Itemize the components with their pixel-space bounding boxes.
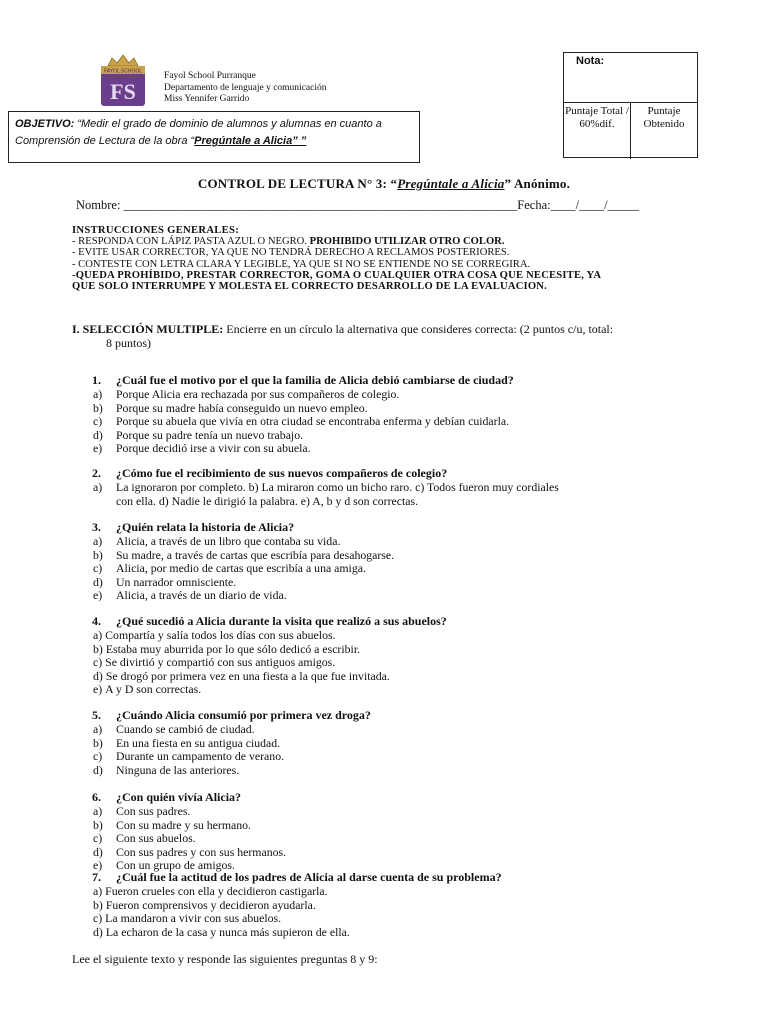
instructions: [72, 225, 702, 292]
school-name: Fayol School Purranque: [164, 71, 256, 81]
option-key: a): [93, 722, 103, 736]
option-key: c): [93, 749, 103, 763]
nota-label: Nota:: [576, 55, 605, 67]
question-number: 6.: [92, 790, 101, 804]
option-text: Con sus padres y con sus hermanos.: [116, 844, 287, 859]
grade-box: [563, 52, 698, 158]
instruction-3: - CONTESTE CON LETRA CLARA Y LEGIBLE, YA QUE SI NO SE ENTIENDE NO SE CORREGIRA.: [72, 258, 531, 270]
option-key: d): [93, 574, 103, 589]
option-key: a): [93, 534, 103, 548]
option-key: b): [93, 547, 103, 562]
department-name: Departamento de lenguaje y comunicación: [164, 82, 327, 93]
option-text: Cuando se cambió de ciudad.: [116, 722, 255, 736]
instruction-1: - RESPONDA CON LÁPIZ PASTA AZUL O NEGRO. PROHIBIDO UTILIZAR OTRO COLOR.: [72, 236, 505, 248]
option-text: Estaba muy aburrida por lo que sólo dedicó a escribir.: [105, 641, 361, 656]
option-text: Fueron comprensivos y decidieron ayudarla.: [105, 897, 316, 912]
option-key: c): [93, 831, 103, 845]
option-text: Un narrador omnisciente.: [116, 574, 237, 589]
question-5: [92, 708, 371, 723]
obtained-score-cell: Puntaje Obtenido: [630, 103, 697, 159]
option-key: d): [93, 762, 103, 777]
option-text: La echaron de la casa y nunca más supieron de ella.: [105, 924, 350, 939]
option-key: c): [93, 414, 103, 428]
objective-box: [8, 111, 420, 163]
section-text: Encierre en un círculo la alternativa que consideres correcta: (2 puntos c/u, total:: [223, 322, 614, 336]
option-text: La mandaron a vivir con sus abuelos.: [105, 911, 282, 925]
section-label: I. SELECCIÓN MULTIPLE:: [72, 322, 224, 336]
option-text: Fueron crueles con ella y decidieron castigarla.: [105, 884, 328, 898]
option-text: Porque decidió irse a vivir con su abuela.: [116, 441, 311, 455]
total-score-cell: Puntaje Total / 60%dif.: [565, 105, 629, 130]
svg-text:FS: FS: [110, 79, 136, 104]
question-text: ¿Cuál fue el motivo por el que la familia de Alicia debió cambiarse de ciudad?: [116, 373, 514, 387]
option-text: Porque su madre había conseguido un nuevo empleo.: [116, 400, 368, 415]
option-text: La ignoraron por completo. b) La miraron como un bicho raro. c) Todos fueron muy cordiales: [116, 480, 559, 494]
option-text: A y D son correctas.: [105, 682, 202, 696]
option-key: a): [93, 804, 103, 818]
answer-option[interactable]: [93, 682, 201, 697]
option-key: a): [93, 387, 103, 401]
option-key: b): [93, 400, 103, 415]
question-number: 3.: [92, 520, 101, 534]
question-number: 7.: [92, 870, 101, 884]
score-row: [564, 102, 697, 159]
option-text: Con su madre y su hermano.: [116, 817, 251, 832]
instruction-4: -QUEDA PROHÍBIDO, PRESTAR CORRECTOR, GOMA O CUALQUIER OTRA COSA QUE NECESITE, YA: [72, 269, 602, 281]
option-text: Compartía y salía todos los días con sus abuelos.: [105, 628, 336, 642]
title-prefix: CONTROL DE LECTURA N° 3: “: [197, 176, 398, 191]
title-book: Pregúntale a Alicia: [397, 176, 505, 191]
answer-option[interactable]: [93, 763, 239, 778]
reading-intro: Lee el siguiente texto y responde las siguientes preguntas 8 y 9:: [72, 952, 378, 966]
question-text: ¿Con quién vivía Alicia?: [116, 790, 242, 804]
option-key: d): [93, 844, 103, 859]
question-4: [92, 614, 447, 629]
option-key: d): [93, 924, 103, 939]
option-key: a): [93, 628, 103, 642]
option-text: Se divirtió y compartió con sus antiguos amigos.: [105, 655, 336, 669]
option-key: b): [93, 817, 103, 832]
instructions-heading: INSTRUCCIONES GENERALES:: [72, 225, 240, 236]
option-key: c): [93, 655, 103, 669]
option-text: Se drogó por primera vez en una fiesta a la que fue invitada.: [105, 668, 390, 683]
question-text: ¿Cómo fue el recibimiento de sus nuevos compañeros de colegio?: [116, 466, 448, 480]
question-number: 2.: [92, 466, 101, 480]
option-key: b): [93, 641, 103, 656]
question-6: [92, 790, 241, 805]
option-text: Porque Alicia era rechazada por sus compañeros de colegio.: [116, 387, 400, 401]
objective-text: “Medir el grado de dominio de alumnos y alumnas en cuanto a Comprensión de Lectura de la obra “: [15, 118, 382, 147]
option-text: con ella. d) Nadie le dirigió la palabra. e) A, b y d son correctas.: [116, 493, 419, 508]
option-text: Durante un campamento de verano.: [116, 749, 285, 763]
answer-option[interactable]: [93, 494, 418, 509]
option-key: a): [93, 480, 103, 494]
question-3: [92, 520, 294, 535]
section-tail: 8 puntos): [106, 336, 151, 350]
option-key: c): [93, 911, 103, 925]
option-text: Alicia, por medio de cartas que escribía a una amiga.: [116, 561, 366, 575]
option-key: c): [93, 561, 103, 575]
objective-label: OBJETIVO:: [15, 118, 75, 130]
name-date-line[interactable]: Nombre: _______________________________________________________________Fecha:____/____/_____: [76, 198, 639, 212]
option-text: Con sus padres.: [116, 804, 191, 818]
option-key: d): [93, 427, 103, 442]
option-key: b): [93, 735, 103, 750]
option-key: b): [93, 897, 103, 912]
answer-option[interactable]: [93, 441, 311, 456]
answer-option[interactable]: [93, 588, 287, 603]
option-key: d): [93, 668, 103, 683]
objective-book-title: Pregúntale a Alicia” ”: [194, 135, 307, 147]
option-key: a): [93, 884, 103, 898]
page-title: [0, 176, 768, 192]
question-7: [92, 870, 502, 885]
teacher-name: Miss Yennifer Garrido: [164, 94, 250, 104]
option-text: Con un grupo de amigos.: [116, 858, 235, 872]
option-key: e): [93, 588, 103, 602]
option-text: Ninguna de las anteriores.: [116, 762, 240, 777]
question-text: ¿Quién relata la historia de Alicia?: [116, 520, 295, 534]
option-text: Alicia, a través de un libro que contaba su vida.: [116, 534, 341, 548]
question-1: [92, 373, 514, 388]
title-suffix: ” Anónimo.: [504, 176, 571, 191]
instruction-2: - EVITE USAR CORRECTOR, YA QUE NO TENDRÁ DERECHO A RECLAMOS POSTERIORES.: [72, 247, 510, 259]
svg-text:FAYOL SCHOOL: FAYOL SCHOOL: [103, 68, 143, 75]
school-logo: [98, 52, 148, 108]
option-text: Porque su padre tenía un nuevo trabajo.: [116, 427, 304, 442]
question-2: [92, 466, 447, 481]
section-header: [72, 322, 712, 350]
option-text: En una fiesta en su antigua ciudad.: [116, 735, 281, 750]
question-number: 5.: [92, 708, 101, 722]
question-number: 4.: [92, 614, 101, 628]
question-text: ¿Cuál fue la actitud de los padres de Alicia al darse cuenta de su problema?: [116, 870, 502, 884]
question-number: 1.: [92, 373, 101, 387]
option-key: e): [93, 441, 103, 455]
instruction-5: QUE SOLO INTERRUMPE Y MOLESTA EL CORRECTO DESARROLLO DE LA EVALUACION.: [72, 281, 548, 293]
school-info: [164, 71, 327, 106]
option-text: Con sus abuelos.: [116, 831, 196, 845]
option-text: Porque su abuela que vivía en otra ciudad se encontraba enferma y debían cuidarla.: [116, 414, 510, 428]
option-key: e): [93, 682, 103, 696]
question-text: ¿Qué sucedió a Alicia durante la visita que realizó a sus abuelos?: [116, 614, 447, 628]
option-text: Su madre, a través de cartas que escribía para desahogarse.: [116, 547, 395, 562]
answer-option[interactable]: [93, 925, 350, 940]
question-text: ¿Cuándo Alicia consumió por primera vez droga?: [116, 708, 371, 722]
option-key: e): [93, 858, 103, 872]
option-text: Alicia, a través de un diario de vida.: [116, 588, 287, 602]
